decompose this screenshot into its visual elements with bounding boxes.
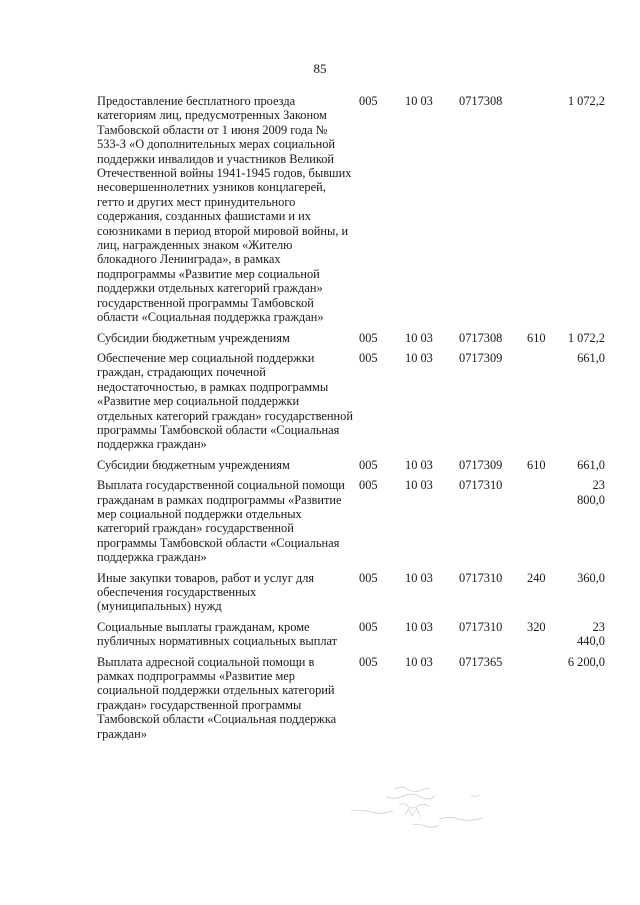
- row-name: Обеспечение мер социальной поддержки граждан, страдающих почечной недостаточностью, в рамках подпрограммы «Развитие мер социальной поддержки отдельных категорий граждан» государственной программы Тамбовской области «Социальная поддержка граждан»: [97, 350, 353, 452]
- row-ministry-code: 005: [359, 94, 378, 108]
- table-row: [97, 331, 605, 345]
- budget-table: [97, 94, 605, 747]
- table-row: [97, 351, 605, 452]
- row-amount: 6 200,0: [567, 654, 605, 669]
- row-section-code: 10 03: [405, 350, 433, 365]
- row-amount: 1 072,2: [567, 330, 605, 345]
- row-ministry-code: 005: [359, 570, 378, 585]
- row-expense-type: 610: [527, 330, 546, 345]
- page-number: 85: [313, 61, 327, 76]
- row-section-code: 10 03: [405, 654, 433, 669]
- row-amount: 23 800,0: [577, 478, 605, 507]
- row-amount: 360,0: [577, 570, 605, 585]
- row-target-code: 0717309: [459, 457, 503, 472]
- row-target-code: 0717309: [459, 350, 503, 365]
- row-section-code: 10 03: [405, 570, 433, 585]
- row-name: Предоставление бесплатного проезда категориям лиц, предусмотренных Законом Тамбовской области от 1 июня 2009 года № 533-З «О дополнительных мерах социальной поддержки инвалидов и участников Великой Отечественной войны 1941-1945 годов, бывших несовершеннолетних узников концлагерей, гетто и других мест принудительного содержания, созданных фашистами и их союзниками в период второй мировой войны, и лиц, награжденных знаком «Жителю блокадного Ленинграда», в рамках подпрограммы «Развитие мер социальной поддержки отдельных категорий граждан» государственной программы Тамбовской области «Социальная поддержка граждан»: [97, 94, 352, 325]
- row-target-code: 0717310: [459, 570, 503, 585]
- faint-stamp-mark: [343, 775, 503, 835]
- row-section-code: 10 03: [405, 330, 433, 345]
- row-target-code: 0717310: [459, 478, 503, 493]
- row-section-code: 10 03: [405, 619, 433, 634]
- row-section-code: 10 03: [405, 457, 433, 472]
- row-target-code: 0717365: [459, 654, 503, 669]
- row-ministry-code: 005: [359, 330, 378, 345]
- row-ministry-code: 005: [359, 619, 378, 634]
- row-ministry-code: 005: [359, 457, 378, 472]
- table-row: [97, 458, 605, 472]
- row-name: Социальные выплаты гражданам, кроме публичных нормативных социальных выплат: [97, 619, 338, 649]
- table-row: [97, 571, 605, 614]
- row-name: Иные закупки товаров, работ и услуг для обеспечения государственных (муниципальных) нужд: [97, 570, 315, 614]
- row-target-code: 0717308: [459, 330, 503, 345]
- row-target-code: 0717310: [459, 619, 503, 634]
- row-expense-type: 610: [527, 457, 546, 472]
- row-section-code: 10 03: [405, 94, 433, 108]
- row-section-code: 10 03: [405, 478, 433, 493]
- table-row: [97, 478, 605, 564]
- row-name: Выплата государственной социальной помощи гражданам в рамках подпрограммы «Развитие мер социальной поддержки отдельных категорий граждан» государственной программы Тамбовской области «Социальная поддержка граждан»: [97, 478, 345, 565]
- row-amount: 661,0: [577, 457, 605, 472]
- table-row: [97, 655, 605, 741]
- row-expense-type: 240: [527, 570, 546, 585]
- row-expense-type: 320: [527, 619, 546, 634]
- table-row: [97, 620, 605, 649]
- row-amount: 23 440,0: [577, 619, 605, 649]
- row-target-code: 0717308: [459, 94, 503, 108]
- row-amount: 661,0: [577, 350, 605, 365]
- row-ministry-code: 005: [359, 654, 378, 669]
- row-name: Субсидии бюджетным учреждениям: [97, 457, 290, 472]
- row-name: Выплата адресной социальной помощи в рамках подпрограммы «Развитие мер социальной поддержки отдельных категорий граждан» государственной программы Тамбовской области «Социальная поддержка граждан»: [97, 654, 337, 741]
- table-row: [97, 94, 605, 325]
- row-amount: 1 072,2: [567, 94, 605, 108]
- row-ministry-code: 005: [359, 478, 378, 493]
- row-name: Субсидии бюджетным учреждениям: [97, 330, 290, 345]
- row-ministry-code: 005: [359, 350, 378, 365]
